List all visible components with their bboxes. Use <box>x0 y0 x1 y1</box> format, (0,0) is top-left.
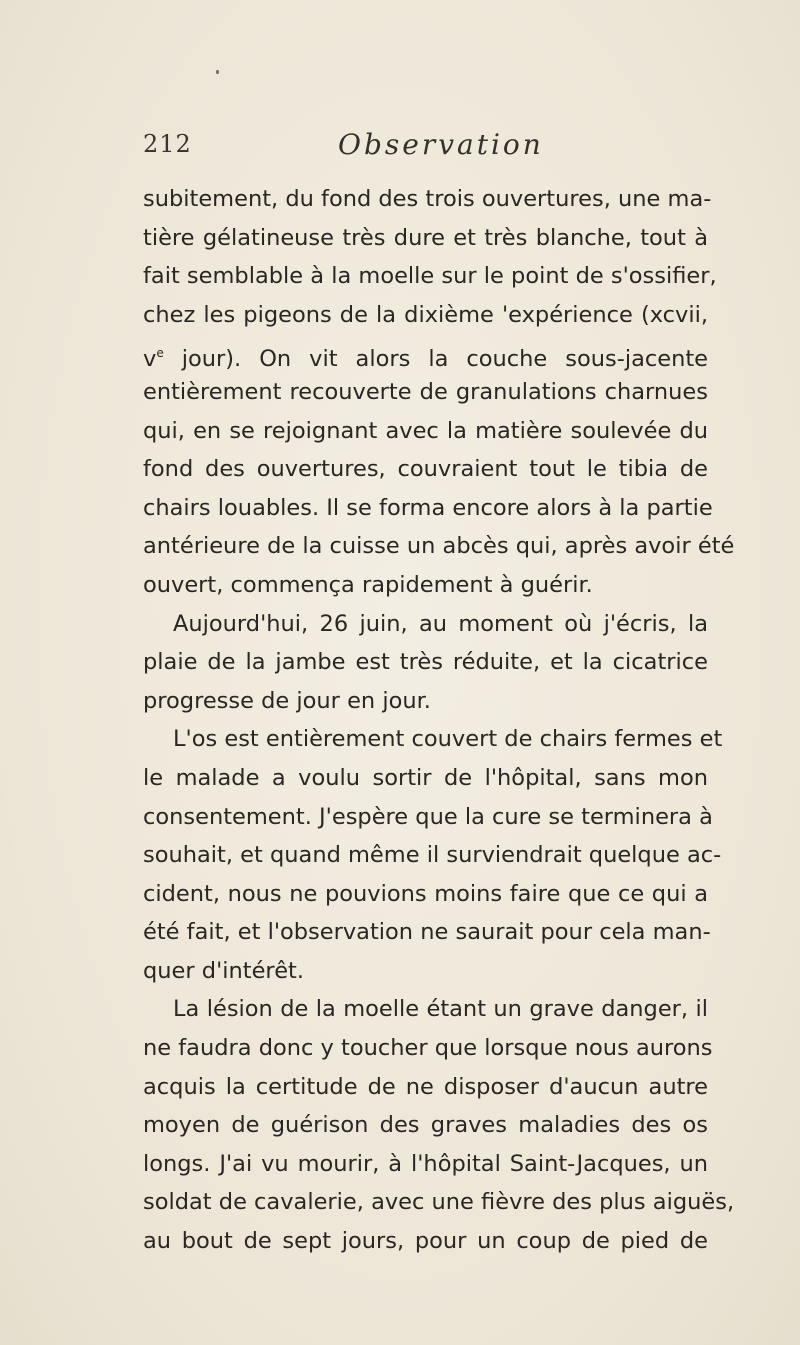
text-line: soldat de cavalerie, avec une fièvre des plus aiguës, <box>143 1189 735 1216</box>
text-line-remainder: jour). On vit alors la couche sous-jacente <box>181 346 709 373</box>
text-line: au bout de sept jours, pour un coup de pied de <box>143 1228 708 1255</box>
text-line: cident, nous ne pouvions moins faire que ce qui a <box>143 880 708 907</box>
text-line: fond des ouvertures, couvraient tout le tibia de <box>143 456 708 483</box>
text-line: longs. J'ai vu mourir, à l'hôpital Saint-Jacques, un <box>143 1150 708 1177</box>
text-line: L'os est entièrement couvert de chairs fermes et <box>173 726 723 753</box>
text-line: acquis la certitude de ne disposer d'aucun autre <box>143 1073 708 1100</box>
text-line-with-ordinal <box>143 334 708 373</box>
text-line: subitement, du fond des trois ouvertures, une ma- <box>143 186 712 212</box>
ordinal-prefix: v <box>143 346 157 373</box>
running-title: Observation <box>338 128 544 161</box>
text-line: le malade a voulu sortir de l'hôpital, sans mon <box>143 764 708 791</box>
text-line: quer d'intérêt. <box>143 957 305 984</box>
text-line: chairs louables. Il se forma encore alors à la partie <box>143 494 713 521</box>
text-line: consentement. J'espère que la cure se terminera à <box>143 803 713 830</box>
page-header <box>143 128 708 168</box>
text-line: entièrement recouverte de granulations charnues <box>143 378 708 405</box>
text-line: ne faudra donc y toucher que lorsque nous aurons <box>143 1035 713 1062</box>
text-line: La lésion de la moelle étant un grave danger, il <box>173 996 708 1023</box>
text-line: ouvert, commença rapidement à guérir. <box>143 571 593 598</box>
text-line: moyen de guérison des graves maladies des os <box>143 1112 708 1139</box>
text-line: antérieure de la cuisse un abcès qui, après avoir été <box>143 533 735 560</box>
text-line: qui, en se rejoignant avec la matière soulevée du <box>143 417 708 444</box>
page-number: 212 <box>143 130 192 158</box>
text-line: Aujourd'hui, 26 juin, au moment où j'écris, la <box>173 610 708 637</box>
ordinal-superscript: e <box>156 346 164 361</box>
text-line: progresse de jour en jour. <box>143 687 431 714</box>
ink-speck <box>216 70 219 74</box>
text-line: souhait, et quand même il surviendrait quelque ac- <box>143 842 722 869</box>
text-line: chez les pigeons de la dixième 'expérience (xcvii, <box>143 301 708 328</box>
text-line: été fait, et l'observation ne saurait pour cela man- <box>143 919 711 946</box>
body-text <box>143 180 735 1261</box>
text-line: plaie de la jambe est très réduite, et la cicatrice <box>143 649 708 676</box>
text-line: fait semblable à la moelle sur le point de s'ossifier, <box>143 263 717 290</box>
text-line: tière gélatineuse très dure et très blanche, tout à <box>143 224 708 251</box>
